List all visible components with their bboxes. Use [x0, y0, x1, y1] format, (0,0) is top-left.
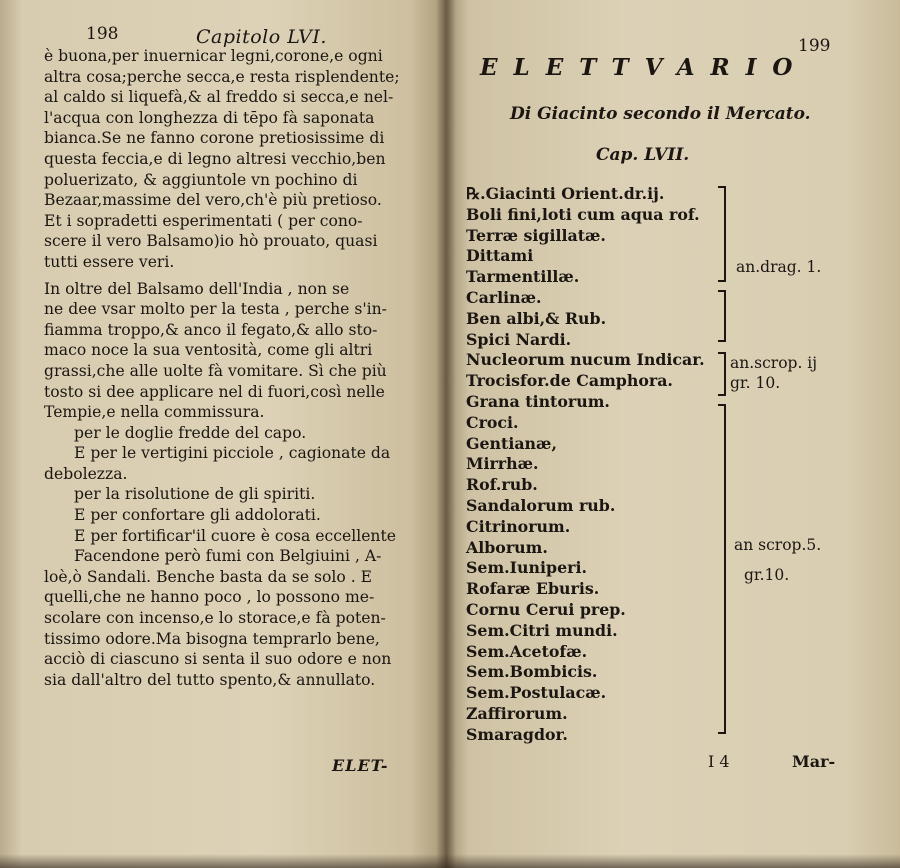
text-line: debolezza. — [44, 464, 128, 483]
bracket-group-4 — [718, 404, 726, 734]
ingredient-item: Terræ sigillatæ. — [466, 225, 606, 245]
ingredient-item: Croci. — [466, 412, 519, 432]
left-page — [0, 0, 446, 868]
ingredient-item: Gentianæ, — [466, 433, 557, 453]
dose-drag: an.drag. 1. — [736, 258, 822, 276]
text-line: questa feccia,e di legno altresi vecchio,ben — [44, 149, 386, 168]
left-page-number: 198 — [86, 24, 119, 44]
text-line: bianca.Se ne fanno corone pretiosissime di — [44, 129, 385, 148]
bracket-group-1 — [718, 186, 726, 282]
text-line: Tempie,e nella commissura. — [44, 403, 265, 422]
ingredient-item: Rofaræ Eburis. — [466, 579, 600, 599]
ingredient-item: Boli fini,loti cum aqua rof. — [466, 204, 700, 224]
text-line: Facendone però fumi con Belgiuini , A- — [74, 547, 382, 566]
text-line: per la risolutione de gli spiriti. — [74, 485, 316, 504]
text-line: sia dall'altro del tutto spento,& annullato. — [44, 670, 376, 689]
text-line: ne dee vsar molto per la testa , perche s'in- — [44, 300, 387, 319]
ingredient-item: Dittami — [466, 246, 534, 266]
section-subtitle: Di Giacinto secondo il Mercato. — [510, 104, 811, 124]
ingredient-item: Citrinorum. — [466, 516, 571, 536]
ingredient-item: Sem.Citri mundi. — [466, 620, 618, 640]
page-bottom-shadow — [0, 854, 900, 868]
dose-gr-2: gr.10. — [744, 566, 790, 584]
ingredient-item: Nucleorum nucum Indicar. — [466, 350, 705, 370]
book-gutter — [436, 0, 456, 868]
text-line: per le doglie fredde del capo. — [74, 423, 307, 442]
ingredient-item: Trocisfor.de Camphora. — [466, 371, 673, 391]
ingredient-item: Mirrhæ. — [466, 454, 539, 474]
bracket-group-3 — [718, 352, 726, 396]
text-line: acciò di ciascuno si senta il suo odore e non — [44, 650, 392, 669]
ingredient-item: Alborum. — [466, 537, 548, 557]
ingredient-item: Sem.Postulacæ. — [466, 683, 607, 703]
left-body-text — [44, 46, 436, 690]
ingredient-item: Smaragdor. — [466, 724, 568, 744]
text-line: fiamma troppo,& anco il fegato,& allo sto- — [44, 320, 378, 339]
text-line: scolare con incenso,e lo storace,e fà poten- — [44, 609, 386, 628]
text-line: loè,ò Sandali. Benche basta da se solo . E — [44, 567, 373, 586]
right-page-number: 199 — [798, 36, 831, 56]
text-line: quelli,che ne hanno poco , lo possono me- — [44, 588, 375, 607]
text-line: è buona,per inuernicar legni,corone,e ogni — [44, 47, 383, 65]
text-line: E per le vertigini picciole , cagionate da — [74, 444, 391, 463]
text-line: tutti essere veri. — [44, 252, 175, 271]
dose-scrop-2: an scrop.5. — [734, 536, 822, 554]
ingredient-item: Sem.Bombicis. — [466, 662, 598, 682]
ingredient-item: Sem.Acetofæ. — [466, 641, 588, 661]
ingredient-item: Ben albi,& Rub. — [466, 308, 607, 328]
chapter-heading: Cap. LVII. — [596, 145, 690, 165]
ingredient-item: Cornu Cerui prep. — [466, 599, 626, 619]
ingredient-list — [466, 184, 736, 746]
dose-scrop-1: an.scrop. ij — [730, 354, 818, 372]
text-line: altra cosa;perche secca,e resta risplendente; — [44, 67, 400, 86]
text-line: E per fortificar'il cuore è cosa eccellente — [74, 526, 396, 545]
dose-gr-1: gr. 10. — [730, 374, 781, 392]
ingredient-item: Spici Nardi. — [466, 329, 572, 349]
text-line: scere il vero Balsamo)io hò prouato, quasi — [44, 232, 378, 251]
text-line: Bezaar,massime del vero,ch'è più pretioso. — [44, 191, 382, 210]
text-line: al caldo si liquefà,& al freddo si secca,e nel- — [44, 88, 394, 107]
text-line: Et i sopradetti esperimentati ( per cono- — [44, 211, 363, 230]
ingredient-item: Zaffirorum. — [466, 703, 568, 723]
running-head: Capitolo LVI. — [196, 26, 327, 48]
right-page — [446, 0, 900, 868]
text-line: In oltre del Balsamo dell'India , non se — [44, 279, 350, 298]
signature-mark: I 4 — [708, 752, 730, 771]
text-line: tosto si dee applicare nel di fuori,così nelle — [44, 382, 385, 401]
text-line: tissimo odore.Ma bisogna temprarlo bene, — [44, 629, 380, 648]
ingredient-item: Sandalorum rub. — [466, 495, 616, 515]
text-line: grassi,che alle uolte fà vomitare. Sì che più — [44, 361, 387, 380]
text-line: poluerizato, & aggiuntole vn pochino di — [44, 170, 358, 189]
ingredient-item: Sem.Iuniperi. — [466, 558, 587, 578]
ingredient-item: ℞.Giacinti Orient.dr.ij. — [466, 184, 665, 203]
bracket-group-2 — [718, 290, 726, 342]
text-line: E per confortare gli addolorati. — [74, 506, 321, 525]
section-title: ELETTVARIO — [480, 54, 809, 81]
left-catchword: ELET- — [332, 756, 389, 775]
right-catchword: Mar- — [792, 752, 836, 771]
ingredient-item: Rof.rub. — [466, 475, 538, 495]
text-line: maco noce la sua ventosità, come gli altri — [44, 341, 373, 360]
text-line: l'acqua con longhezza di tēpo fà saponata — [44, 108, 375, 127]
ingredient-item: Grana tintorum. — [466, 391, 610, 411]
ingredient-item: Tarmentillæ. — [466, 267, 580, 287]
ingredient-item: Carlinæ. — [466, 287, 542, 307]
